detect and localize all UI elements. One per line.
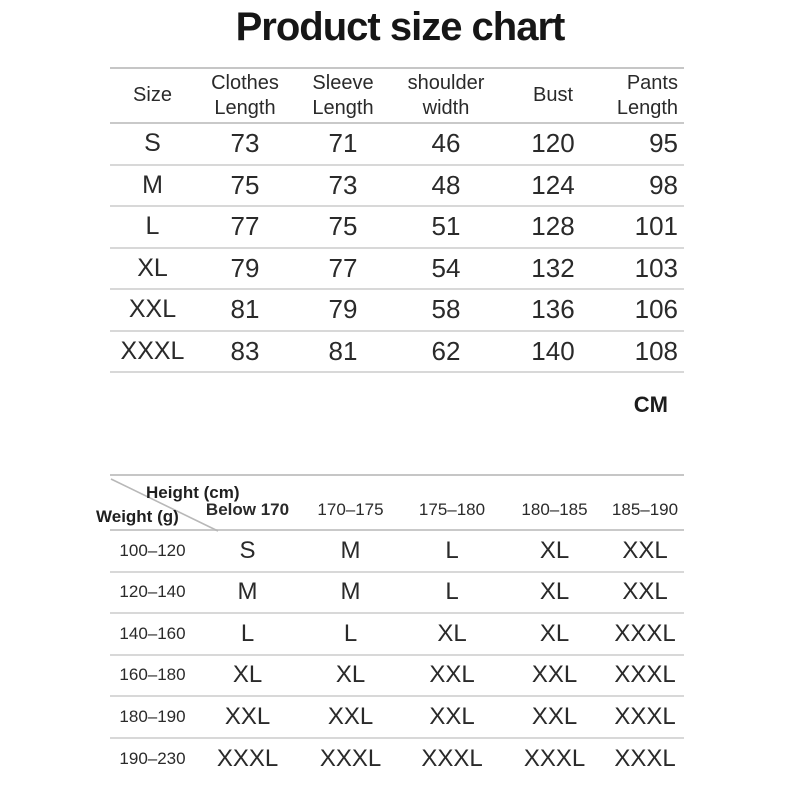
shoulder-width-cell: 48 <box>391 165 501 207</box>
diagonal-corner-cell <box>96 475 240 530</box>
table-row <box>110 613 684 655</box>
table-row <box>110 530 684 572</box>
table-row <box>110 572 684 614</box>
pants-length-cell: 95 <box>605 123 684 165</box>
recommended-size-cell: XXL <box>401 696 503 738</box>
sleeve-length-cell: 77 <box>295 248 391 290</box>
weight-range-cell: 160–180 <box>110 655 195 697</box>
recommended-size-cell: XXL <box>401 655 503 697</box>
size-label-cell: L <box>110 206 195 248</box>
weight-axis-label: Weight (g) <box>96 507 179 526</box>
height-range-header: 170–175 <box>300 475 401 530</box>
shoulder-width-cell: 46 <box>391 123 501 165</box>
recommended-size-cell: XXXL <box>421 744 483 772</box>
recommended-size-cell: XXXL <box>319 744 382 772</box>
recommended-size-cell: XXL <box>606 530 684 572</box>
sleeve-length-cell: 79 <box>295 289 391 331</box>
clothes-length-cell: 79 <box>195 248 295 290</box>
weight-range-cell: 140–160 <box>110 613 195 655</box>
size-label-cell: M <box>110 165 195 207</box>
fit-table-header-row <box>110 475 684 530</box>
recommended-size-cell: XL <box>503 530 606 572</box>
unit-label: CM <box>633 392 668 417</box>
size-table-header-row <box>110 68 684 123</box>
table-row <box>110 655 684 697</box>
size-label-cell: S <box>110 123 195 165</box>
size-column-header: Size <box>110 68 195 123</box>
clothes-length-column-header: Clothes Length <box>195 68 295 123</box>
weight-range-cell: 190–230 <box>119 748 186 768</box>
weight-range-cell: 180–190 <box>110 696 195 738</box>
table-row <box>110 331 684 373</box>
recommended-size-cell: XXXL <box>523 744 586 772</box>
recommended-size-cell: L <box>300 613 401 655</box>
size-label-cell: XXXL <box>110 331 195 373</box>
bust-cell: 124 <box>501 165 605 207</box>
recommended-size-cell: M <box>300 530 401 572</box>
recommended-size-cell: XL <box>300 655 401 697</box>
size-measurements-table <box>110 67 684 373</box>
recommended-size-cell: XL <box>195 655 300 697</box>
recommended-size-cell: XL <box>503 613 606 655</box>
table-row <box>110 123 684 165</box>
height-range-header: 185–190 <box>606 475 684 530</box>
height-range-header: 180–185 <box>503 475 606 530</box>
height-range-header: 175–180 <box>401 475 503 530</box>
recommended-size-cell: L <box>401 530 503 572</box>
recommended-size-cell: XXL <box>300 696 401 738</box>
recommended-size-cell: XL <box>503 572 606 614</box>
page-title: Product size chart <box>235 5 565 49</box>
recommended-size-cell: XXXL <box>606 696 684 738</box>
recommended-size-cell: M <box>195 572 300 614</box>
recommended-size-cell: XL <box>401 613 503 655</box>
recommended-size-cell: XXXL <box>216 744 279 772</box>
sleeve-length-column-header: Sleeve Length <box>295 68 391 123</box>
sleeve-length-cell: 75 <box>295 206 391 248</box>
recommended-size-cell: XXL <box>503 655 606 697</box>
table-row <box>110 289 684 331</box>
clothes-length-cell: 77 <box>195 206 295 248</box>
recommended-size-cell: XXL <box>195 696 300 738</box>
clothes-length-cell: 83 <box>195 331 295 373</box>
recommended-size-cell: S <box>195 530 300 572</box>
weight-range-cell: 120–140 <box>110 572 195 614</box>
recommended-size-cell: XXXL <box>606 655 684 697</box>
size-label-cell: XL <box>110 248 195 290</box>
pants-length-cell: 101 <box>605 206 684 248</box>
height-axis-label: Height (cm) <box>146 483 240 502</box>
shoulder-width-column-header: shoulder width <box>391 68 501 123</box>
bust-cell: 140 <box>501 331 605 373</box>
sleeve-length-cell: 81 <box>295 331 391 373</box>
sleeve-length-cell: 73 <box>295 165 391 207</box>
recommended-size-cell: M <box>300 572 401 614</box>
pants-length-cell: 106 <box>605 289 684 331</box>
shoulder-width-cell: 62 <box>391 331 501 373</box>
pants-length-cell: 98 <box>605 165 684 207</box>
table-row <box>110 165 684 207</box>
clothes-length-cell: 73 <box>195 123 295 165</box>
table-row <box>110 206 684 248</box>
recommended-size-cell: L <box>401 572 503 614</box>
height-range-header: Below 170 <box>195 475 300 530</box>
table-row <box>110 738 684 780</box>
table-row <box>110 696 684 738</box>
recommended-size-cell: XXL <box>503 696 606 738</box>
shoulder-width-cell: 54 <box>391 248 501 290</box>
clothes-length-cell: 81 <box>195 289 295 331</box>
bust-cell: 136 <box>501 289 605 331</box>
bust-column-header: Bust <box>501 68 605 123</box>
recommended-size-cell: XXXL <box>614 744 676 772</box>
recommended-size-cell: XXXL <box>606 613 684 655</box>
sleeve-length-cell: 71 <box>295 123 391 165</box>
pants-length-column-header: Pants Length <box>605 68 684 123</box>
pants-length-cell: 103 <box>605 248 684 290</box>
shoulder-width-cell: 58 <box>391 289 501 331</box>
recommended-size-cell: XXL <box>606 572 684 614</box>
bust-cell: 132 <box>501 248 605 290</box>
bust-cell: 120 <box>501 123 605 165</box>
size-label-cell: XXL <box>110 289 195 331</box>
table-row <box>110 248 684 290</box>
weight-range-cell: 100–120 <box>110 530 195 572</box>
pants-length-cell: 108 <box>605 331 684 373</box>
height-weight-fit-table <box>96 474 684 779</box>
clothes-length-cell: 75 <box>195 165 295 207</box>
shoulder-width-cell: 51 <box>391 206 501 248</box>
bust-cell: 128 <box>501 206 605 248</box>
recommended-size-cell: L <box>195 613 300 655</box>
